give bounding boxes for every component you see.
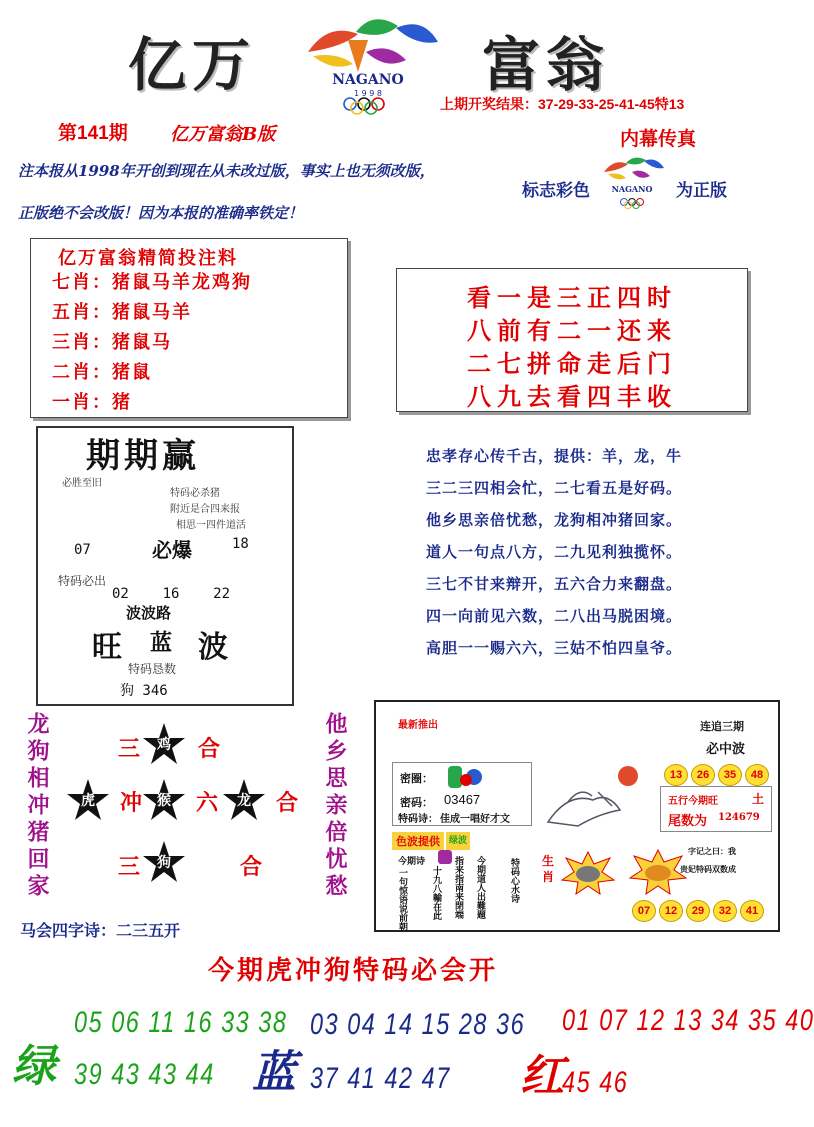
lvbo-tag: 绿波 — [446, 832, 470, 850]
ball-row-top — [664, 764, 769, 786]
tiger-icon — [628, 848, 688, 896]
poem-box — [396, 268, 748, 412]
gui-fei: 贵妃特码双数成 — [680, 864, 736, 874]
triad-chong: 冲 — [120, 790, 143, 816]
small-flower-logo-icon — [596, 154, 668, 210]
issue-number: 第141期 — [58, 123, 128, 144]
title-left: 亿万 — [128, 31, 257, 99]
red-wave-line-2: 45 46 — [562, 1066, 629, 1099]
verse-line: 高胆一一赐六六，三姑不怕四皇爷。 — [426, 639, 683, 657]
small-logo — [596, 154, 668, 214]
blue-wave-line-1: 03 04 14 15 28 36 — [310, 1008, 526, 1041]
code-value: 03467 — [444, 792, 481, 807]
win-bibao: 必爆 — [152, 538, 192, 562]
verse-line: 他乡思亲倍忧愁，龙狗相冲猪回家。 — [426, 511, 683, 529]
win-bo: 波 — [198, 630, 232, 665]
panel-col-1: 一句惊语说前朝 — [397, 868, 407, 931]
poem-line: 八九去看四丰收 — [467, 382, 677, 411]
triad-he-2: 合 — [276, 790, 299, 816]
wuxing-value: 土 — [752, 792, 765, 806]
notice-line-2: 正版绝不会改版！因为本报的准确率铁定！ — [18, 204, 304, 222]
rat-burst — [560, 850, 616, 900]
ball: 07 — [632, 900, 656, 922]
pick-row: 三肖：猪鼠马 — [52, 332, 172, 353]
star-hu — [66, 778, 110, 822]
ball-row-bottom — [632, 900, 764, 922]
win-small-1: 必胜至旧 — [62, 478, 102, 489]
pick-row: 二肖：猪鼠 — [52, 362, 152, 383]
win-nums: 02 16 22 — [112, 586, 231, 602]
panel-col-5: 特码心水诗 — [509, 858, 519, 903]
notice-line-1: 注本报从1998年开创到现在从未改过版，事实上也无须改版， — [18, 162, 435, 180]
win-num-right: 18 — [232, 536, 249, 552]
win-wang: 旺 — [92, 630, 126, 665]
secret-circles-icon — [446, 764, 490, 790]
win-small-3: 附近是合四来报 — [170, 504, 240, 515]
mark-right: 为正版 — [676, 181, 727, 201]
secret-circles — [446, 764, 490, 794]
tail-label: 尾数为 — [668, 814, 708, 829]
xiao-label: 肖 — [542, 870, 555, 884]
ball: 35 — [718, 764, 742, 786]
fax-label: 内幕传真 — [620, 128, 697, 150]
win-te-label: 特码必出 — [58, 574, 107, 588]
win-card-title: 期期赢 — [86, 436, 200, 476]
triad-liu: 六 — [196, 790, 219, 816]
triad-san-1: 三 — [118, 736, 141, 762]
jinqi-icon — [438, 850, 452, 864]
verse-line: 道人一句点八方，二九见利独揽怀。 — [426, 543, 683, 561]
star-long — [222, 778, 266, 822]
horse-poem: 马会四字诗：二三五开 — [20, 921, 181, 940]
rat-icon — [560, 850, 616, 896]
ball: 32 — [713, 900, 737, 922]
left-vertical-verse: 龙狗相冲猪回家 — [24, 712, 50, 901]
wuxing-label: 五行今期旺 — [668, 796, 718, 807]
green-wave-line-2: 39 43 43 44 — [74, 1058, 215, 1091]
verse-line: 三二三四相会忙，二七看五是好码。 — [426, 479, 683, 497]
zi-ji: 字记之曰：我 — [688, 846, 736, 856]
ball: 29 — [686, 900, 710, 922]
win-te-shu: 特码恳数 — [128, 662, 177, 676]
last-result-label: 上期开奖结果： — [440, 96, 538, 112]
edition-label: 亿万富翁B版 — [170, 124, 276, 145]
panel-col-2: 十九八輸在此 — [431, 866, 441, 920]
mark-left: 标志彩色 — [522, 181, 590, 201]
star-long-label: 龙 — [237, 793, 251, 809]
triad-he-3: 合 — [240, 854, 263, 880]
star-hou-label: 猴 — [157, 793, 171, 809]
verse-line: 四一向前见六数，二八出马脱困境。 — [426, 607, 683, 625]
star-gou-label: 狗 — [157, 855, 171, 871]
te-poem-value: 佳成一唱好才文 — [440, 814, 510, 825]
triad-san-2: 三 — [118, 854, 141, 880]
star-hu-label: 虎 — [81, 793, 95, 809]
pick-row: 一肖：猪 — [52, 392, 132, 413]
blue-wave-label: 蓝 — [252, 1047, 296, 1098]
pick-row: 五肖：猪鼠马羊 — [52, 302, 192, 323]
tiger-burst — [628, 848, 688, 900]
picks-list — [52, 268, 252, 418]
last-result-value: 37-29-33-25-41-45特13 — [538, 96, 685, 112]
panel-latest: 最新推出 — [398, 720, 438, 731]
panel-must-wave: 必中波 — [706, 742, 746, 757]
panel-three-issues: 连追三期 — [700, 720, 744, 733]
poem-line: 八前有二一还来 — [467, 316, 677, 345]
win-path-label: 波波路 — [126, 604, 172, 622]
star-ji — [142, 722, 186, 766]
ball: 13 — [664, 764, 688, 786]
sheng-label: 生 — [542, 854, 555, 868]
svg-text:1 9 9 8: 1 9 9 8 — [354, 89, 382, 98]
wave-tags — [392, 832, 470, 850]
secret-label: 密圈： — [400, 772, 433, 785]
poem-line: 二七拼命走后门 — [467, 349, 677, 378]
win-dog: 狗 346 — [120, 683, 168, 699]
green-wave-label: 绿 — [12, 1041, 56, 1092]
panel-col-3: 指来指南来閉端 — [453, 856, 463, 919]
red-wave-line-1: 01 07 12 13 34 35 40 — [562, 1004, 814, 1037]
verse-block — [426, 440, 726, 664]
win-lan: 蓝 — [150, 630, 177, 656]
headline: 今期虎冲狗特码必会开 — [208, 956, 499, 986]
star-ji-label: 鸡 — [157, 737, 171, 753]
win-num-left: 07 — [74, 542, 91, 558]
tail-value: 124679 — [718, 812, 760, 823]
svg-text:NAGANO: NAGANO — [332, 72, 404, 88]
horse-rider-icon — [538, 762, 648, 830]
ball: 12 — [659, 900, 683, 922]
te-poem-label: 特码诗： — [398, 814, 438, 825]
triad-he-1: 合 — [198, 736, 221, 762]
ball: 41 — [740, 900, 764, 922]
jinqi-label: 今期诗 — [398, 857, 426, 867]
wave-tags-text: 色波提供 — [392, 832, 444, 850]
picks-title: 亿万富翁精简投注料 — [58, 248, 238, 269]
horse-rider-picture — [538, 762, 648, 834]
green-wave-line-1: 05 06 11 16 33 38 — [74, 1006, 288, 1039]
ball: 26 — [691, 764, 715, 786]
right-vertical-verse: 他乡思亲倍忧愁 — [322, 712, 348, 901]
verse-line: 三七不甘来辩开，五六合力来翻盘。 — [426, 575, 683, 593]
pick-row: 七肖：猪鼠马羊龙鸡狗 — [52, 272, 252, 293]
last-result — [440, 94, 684, 114]
flower-logo-icon — [288, 12, 448, 112]
ball: 48 — [745, 764, 769, 786]
red-wave-label: 红 — [520, 1051, 564, 1102]
star-hou — [142, 778, 186, 822]
star-gou — [142, 840, 186, 884]
code-label: 密码： — [400, 796, 433, 809]
svg-text:NAGANO: NAGANO — [611, 184, 653, 194]
win-small-4: 相思一四件道活 — [176, 520, 246, 531]
panel-col-4: 今期道人出難題 — [475, 856, 485, 919]
verse-line: 忠孝存心传千古，提供：羊，龙，牛 — [426, 447, 683, 465]
nagano-logo — [288, 12, 448, 102]
poem-line: 看一是三正四时 — [467, 283, 677, 312]
blue-wave-line-2: 37 41 42 47 — [310, 1062, 451, 1095]
title-right: 富翁 — [482, 31, 611, 99]
win-small-2: 特码必杀猪 — [170, 488, 220, 499]
